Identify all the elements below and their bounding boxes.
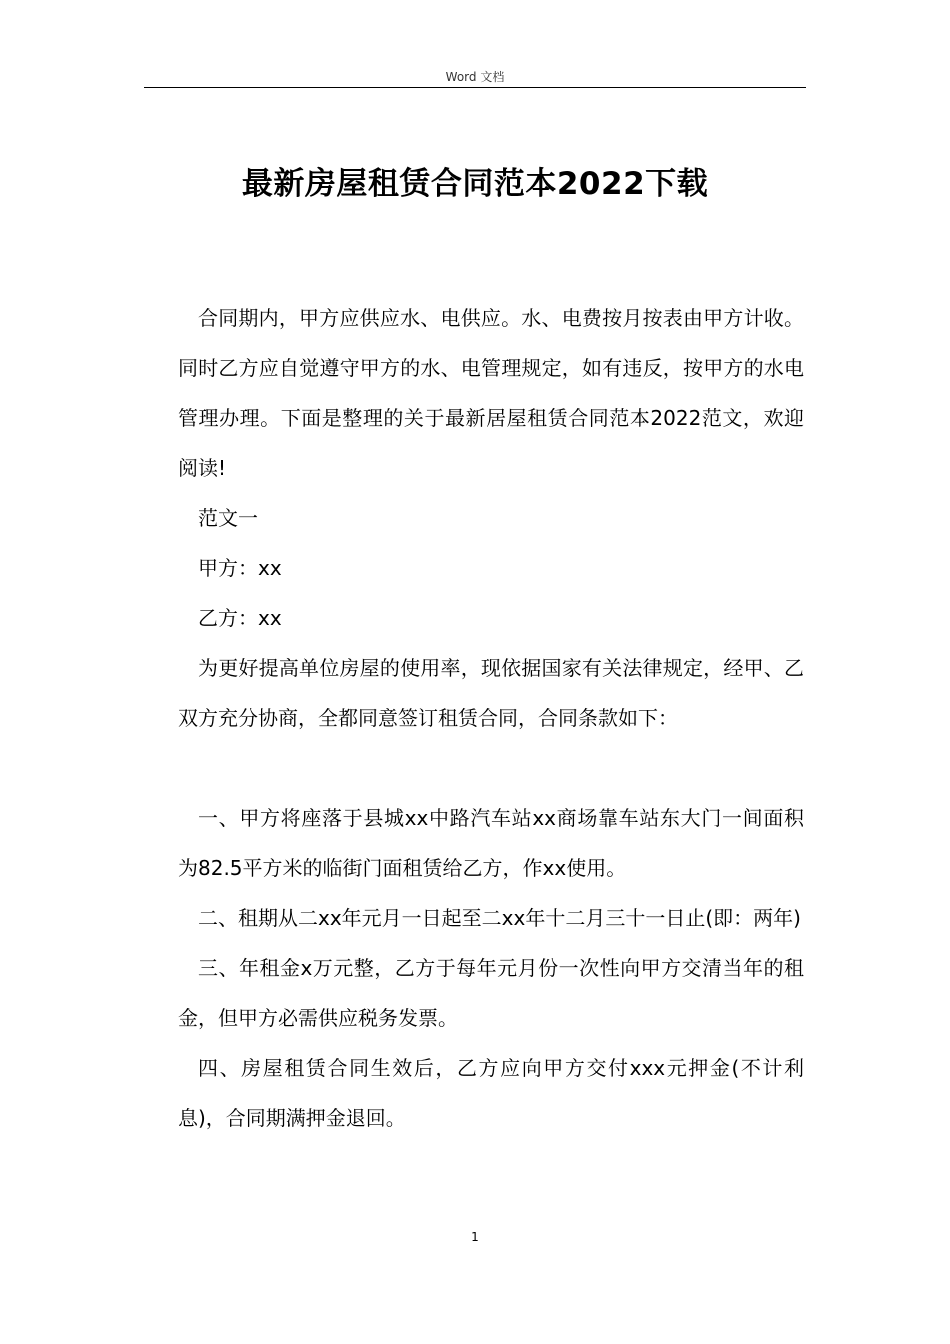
party-b-line: 乙方：xx [198, 606, 282, 630]
section-heading: 范文一 [198, 506, 258, 530]
paragraph-spacer [178, 743, 804, 793]
clause-1: 一、甲方将座落于县城xx中路汽车站xx商场靠车站东大门一间面积为82.5平方米的临街门面租赁给乙方，作xx使用。 [178, 806, 804, 880]
header-divider [144, 87, 806, 88]
clause-2: 二、租期从二xx年元月一日起至二xx年十二月三十一日止(即：两年) [198, 906, 801, 930]
page-number: 1 [471, 1230, 479, 1244]
party-a-line: 甲方：xx [198, 556, 282, 580]
document-title: 最新房屋租赁合同范本2022下载 [241, 166, 709, 202]
preamble-paragraph: 为更好提高单位房屋的使用率，现依据国家有关法律规定，经甲、乙双方充分协商，全都同意签订租赁合同，合同条款如下： [178, 656, 804, 730]
header-label: Word 文档 [445, 70, 505, 84]
document-body [178, 293, 804, 1143]
clause-3: 三、年租金x万元整，乙方于每年元月份一次性向甲方交清当年的租金，但甲方必需供应税务发票。 [178, 956, 804, 1030]
intro-paragraph: 合同期内，甲方应供应水、电供应。水、电费按月按表由甲方计收。同时乙方应自觉遵守甲方的水、电管理规定，如有违反，按甲方的水电管理办理。下面是整理的关于最新居屋租赁合同范本2022范文，欢迎阅读! [178, 306, 804, 480]
clause-4: 四、房屋租赁合同生效后，乙方应向甲方交付xxx元押金(不计利息)，合同期满押金退回。 [178, 1056, 804, 1130]
